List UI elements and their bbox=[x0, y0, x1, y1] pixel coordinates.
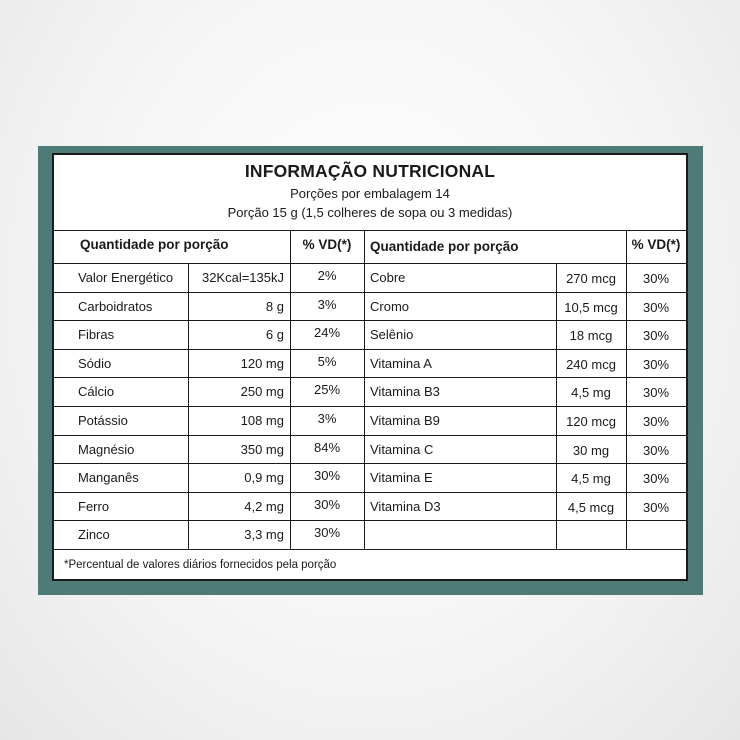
column-header-divider bbox=[54, 263, 686, 264]
nutrient-vd: 30% bbox=[642, 299, 670, 315]
left-name-amount-divider bbox=[188, 263, 189, 549]
nutrient-name: Cálcio bbox=[78, 384, 115, 400]
nutrient-name: Cobre bbox=[370, 270, 406, 285]
nutrient-amount: 240 mcg bbox=[566, 356, 616, 372]
nutrient-name: Fibras bbox=[78, 327, 115, 343]
nutrient-amount: 4,5 mg bbox=[571, 385, 611, 401]
row-divider bbox=[54, 406, 686, 407]
nutrient-name: Vitamina A bbox=[370, 355, 432, 371]
col-header-right-vd: % VD(*) bbox=[631, 237, 681, 252]
row-divider bbox=[54, 492, 686, 493]
header-divider bbox=[54, 230, 686, 231]
col-header-left-vd: % VD(*) bbox=[302, 237, 352, 252]
nutrient-amount: 250 mg bbox=[240, 384, 284, 400]
nutrient-vd: 25% bbox=[313, 382, 341, 398]
nutrient-name: Cromo bbox=[370, 298, 410, 314]
nutrient-amount: 108 mg bbox=[240, 413, 284, 428]
nutrient-vd: 3% bbox=[317, 296, 337, 312]
nutrient-amount: 0,9 mg bbox=[244, 470, 284, 486]
nutrient-name: Selênio bbox=[370, 327, 414, 343]
nutrient-vd: 30% bbox=[642, 499, 670, 515]
nutrient-name: Vitamina E bbox=[370, 470, 433, 486]
nutrient-vd: 30% bbox=[642, 414, 670, 429]
nutrient-name: Ferro bbox=[78, 498, 110, 514]
nutrient-amount: 120 mg bbox=[240, 355, 284, 371]
nutrient-vd: 30% bbox=[642, 385, 670, 401]
col-header-right-qty: Quantidade por porção bbox=[370, 239, 519, 254]
nutrient-name: Potássio bbox=[78, 413, 128, 428]
nutrient-amount: 270 mcg bbox=[566, 271, 616, 286]
nutrient-name: Valor Energético bbox=[78, 270, 174, 285]
row-divider bbox=[54, 292, 686, 293]
nutrition-label bbox=[52, 153, 688, 581]
nutrient-vd: 30% bbox=[642, 356, 670, 372]
nutrient-vd: 30% bbox=[313, 496, 341, 512]
nutrient-amount: 120 mcg bbox=[566, 414, 616, 429]
portion-size: Porção 15 g (1,5 colheres de sopa ou 3 medidas) bbox=[227, 205, 513, 220]
nutrient-vd: 30% bbox=[642, 271, 670, 286]
col-header-left-qty: Quantidade por porção bbox=[80, 237, 229, 252]
nutrient-amount: 10,5 mcg bbox=[564, 299, 618, 315]
nutrient-name: Vitamina B9 bbox=[370, 413, 440, 428]
row-divider bbox=[54, 435, 686, 436]
nutrient-amount: 3,3 mg bbox=[244, 527, 284, 543]
row-divider bbox=[54, 520, 686, 521]
nutrient-name: Manganês bbox=[78, 470, 139, 486]
nutrient-amount: 4,5 mg bbox=[571, 471, 611, 487]
nutrient-vd: 30% bbox=[642, 442, 670, 458]
nutrient-amount: 4,2 mg bbox=[244, 498, 284, 514]
label-title: INFORMAÇÃO NUTRICIONAL bbox=[244, 161, 496, 181]
center-divider bbox=[364, 230, 365, 549]
nutrient-amount: 18 mcg bbox=[569, 328, 613, 344]
nutrient-name: Vitamina B3 bbox=[370, 384, 440, 400]
label-header bbox=[54, 155, 686, 230]
nutrient-vd: 24% bbox=[313, 325, 341, 341]
nutrient-vd: 2% bbox=[317, 268, 337, 283]
servings-per-package: Porções por embalagem 14 bbox=[290, 186, 450, 201]
nutrient-amount: 350 mg bbox=[240, 441, 284, 457]
nutrient-vd: 84% bbox=[313, 439, 341, 455]
nutrient-amount: 8 g bbox=[265, 298, 284, 314]
nutrient-vd: 30% bbox=[642, 328, 670, 344]
nutrient-name: Vitamina D3 bbox=[370, 498, 441, 514]
nutrient-amount: 32Kcal=135kJ bbox=[201, 270, 284, 285]
row-divider bbox=[54, 320, 686, 321]
nutrient-name: Sódio bbox=[78, 355, 112, 371]
nutrient-vd: 30% bbox=[313, 468, 341, 484]
row-divider bbox=[54, 349, 686, 350]
footnote: *Percentual de valores diários fornecidos pela porção bbox=[64, 559, 337, 571]
nutrient-name: Magnésio bbox=[78, 441, 135, 457]
row-divider bbox=[54, 549, 686, 550]
nutrient-name: Zinco bbox=[78, 527, 110, 543]
nutrient-name: Carboidratos bbox=[78, 298, 153, 314]
nutrient-vd: 5% bbox=[317, 353, 337, 369]
nutrient-amount: 6 g bbox=[265, 327, 284, 343]
nutrient-amount: 4,5 mcg bbox=[567, 499, 615, 515]
nutrient-vd: 30% bbox=[642, 471, 670, 487]
row-divider bbox=[54, 377, 686, 378]
nutrient-vd: 3% bbox=[317, 411, 337, 426]
nutrient-vd: 30% bbox=[313, 525, 341, 541]
nutrient-name: Vitamina C bbox=[370, 441, 434, 457]
row-divider bbox=[54, 463, 686, 464]
nutrient-amount: 30 mg bbox=[572, 442, 610, 458]
